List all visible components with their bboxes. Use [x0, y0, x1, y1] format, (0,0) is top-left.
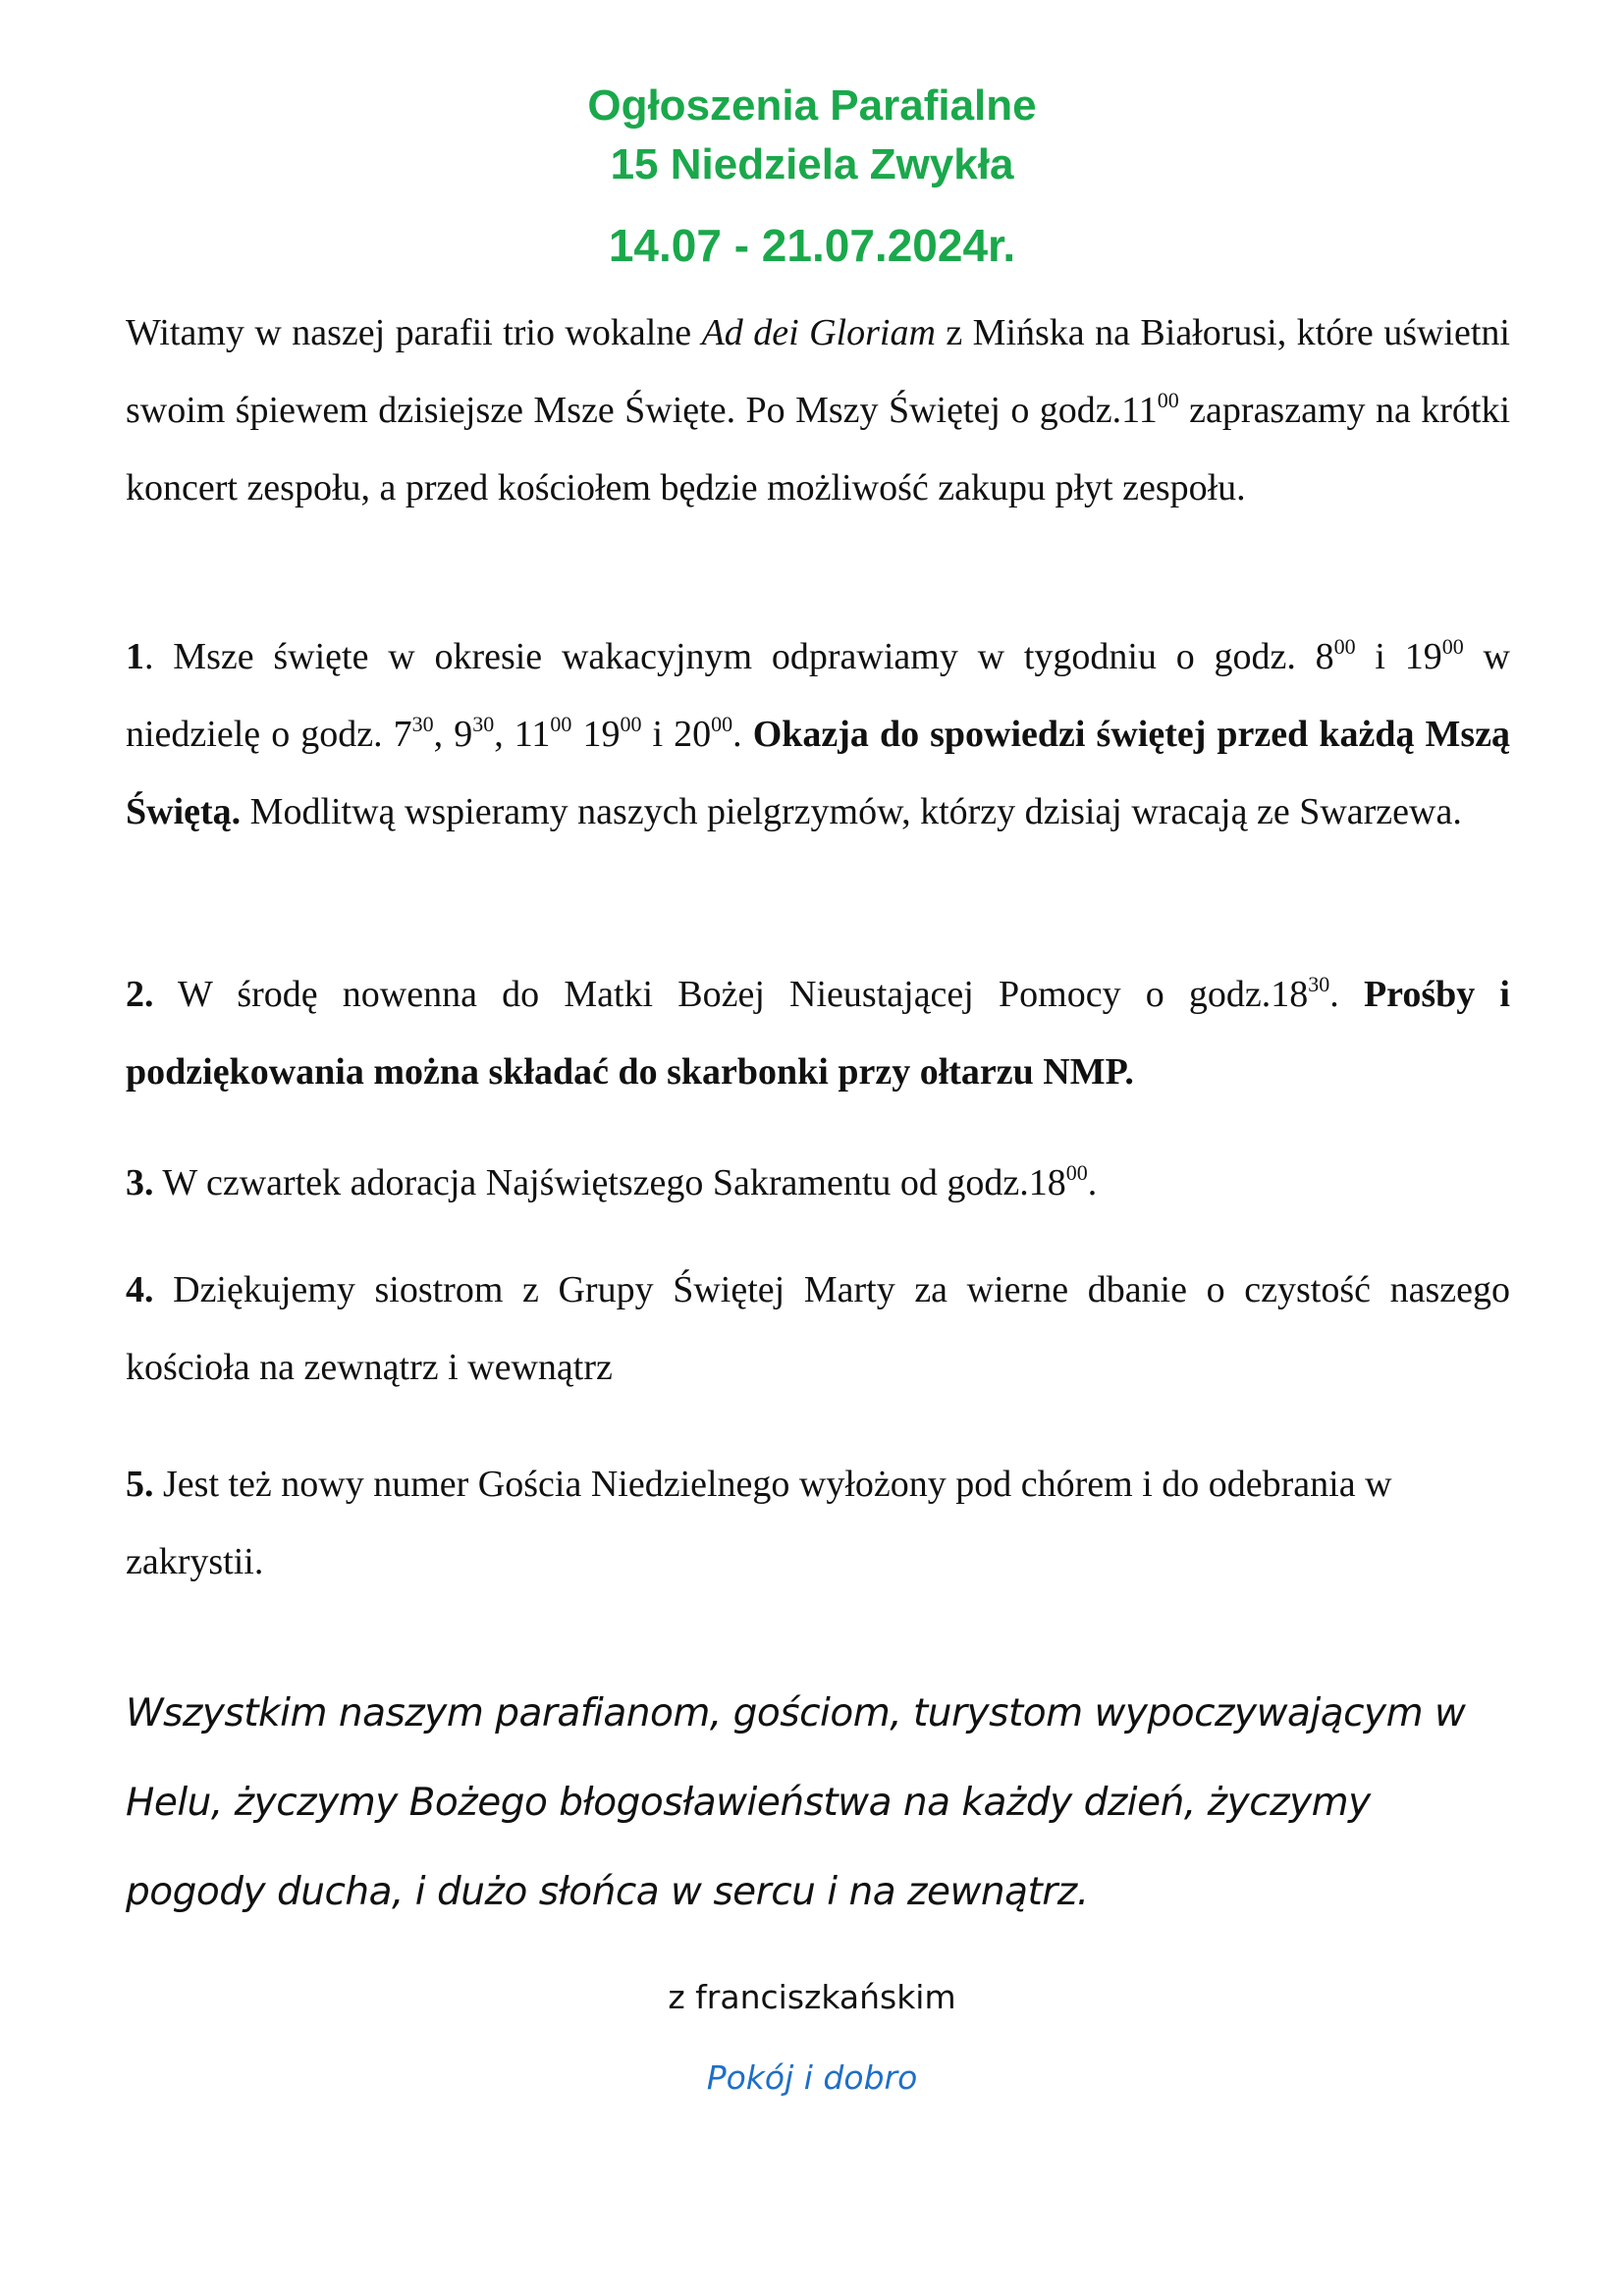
item-number: 2. [126, 974, 154, 1015]
item-text: Jest też nowy numer Gościa Niedzielnego wyłożony pod chórem i do odebrania w zakrystii. [126, 1464, 1392, 1582]
item-bold-text: Okazja do spowiedzi świętej przed każdą Mszą Świętą. [126, 714, 1511, 832]
announcement-item-5 [126, 1446, 1510, 1601]
announcement-item-2 [126, 956, 1510, 1111]
time-sup: 30 [411, 712, 434, 736]
time-sup: 00 [550, 712, 572, 736]
item-text: . [1329, 974, 1364, 1015]
page-subtitle: 15 Niedziela Zwykła [610, 140, 1014, 188]
closing-wishes: Wszystkim naszym parafianom, gościom, turystom wypoczywającym w Helu, życzymy Bożego błogosławieństwa na każdy dzień, życzymy pogody ducha, i dużo słońca w sercu i na zewnątrz. [126, 1691, 1466, 1914]
item-number: 1 [126, 636, 144, 677]
time-sup: 00 [620, 712, 642, 736]
item-text: W środę nowenna do Matki Bożej Nieustającej Pomocy o godz.18 [153, 974, 1309, 1015]
signature-motto: Pokój i dobro [706, 2058, 918, 2097]
announcement-item-4 [126, 1252, 1510, 1407]
item-text: i 19 [1355, 636, 1442, 677]
time-sup: 00 [1333, 634, 1356, 659]
item-text: , 9 [433, 714, 473, 755]
time-sup: 00 [1065, 1160, 1088, 1185]
item-text: , 11 [494, 714, 551, 755]
time-sup: 00 [1441, 634, 1464, 659]
item-text: . [1087, 1162, 1098, 1203]
page-title: Ogłoszenia Parafialne [587, 81, 1037, 130]
item-text: w niedzielę o godz. 7 [126, 636, 1511, 755]
announcement-item-3 [126, 1145, 1510, 1222]
item-text: Modlitwą wspieramy naszych pielgrzymów, którzy dzisiaj wracają ze Swarzewa. [241, 791, 1462, 832]
item-bold-text: Prośby i podziękowania można składać do skarbonki przy ołtarzu NMP. [126, 974, 1510, 1093]
item-number: 3. [126, 1162, 154, 1203]
time-sup: 00 [711, 712, 733, 736]
intro-paragraph [126, 294, 1510, 527]
announcement-item-1 [126, 618, 1510, 851]
intro-text-3: zapraszamy na krótki koncert zespołu, a przed kościołem będzie możliwość zakupu płyt zespołu. [126, 390, 1511, 508]
intro-time-sup: 00 [1157, 388, 1179, 412]
signature-line: z franciszkańskim [668, 1978, 956, 2016]
item-text: W czwartek adoracja Najświętszego Sakramentu od godz.18 [153, 1162, 1066, 1203]
item-text: . Msze święte w okresie wakacyjnym odprawiamy w tygodniu o godz. 8 [144, 636, 1334, 677]
item-number: 4. [126, 1269, 154, 1310]
time-sup: 30 [1308, 972, 1330, 996]
intro-text-1: Witamy w naszej parafii trio wokalne [126, 312, 702, 353]
item-text: i 20 [641, 714, 712, 755]
intro-text-2: z Mińska na Białorusi, które uświetni swoim śpiewem dzisiejsze Msze Święte. Po Mszy Świętej o godz.11 [126, 312, 1510, 431]
item-number: 5. [126, 1464, 154, 1505]
item-text: . [732, 714, 753, 755]
item-text: Dziękujemy siostrom z Grupy Świętej Marty za wierne dbanie o czystość naszego kościoła na zewnątrz i wewnątrz [126, 1269, 1510, 1388]
group-name: Ad dei Gloriam [701, 312, 936, 353]
item-text: 19 [571, 714, 621, 755]
time-sup: 30 [472, 712, 495, 736]
date-range: 14.07 - 21.07.2024r. [608, 220, 1016, 271]
